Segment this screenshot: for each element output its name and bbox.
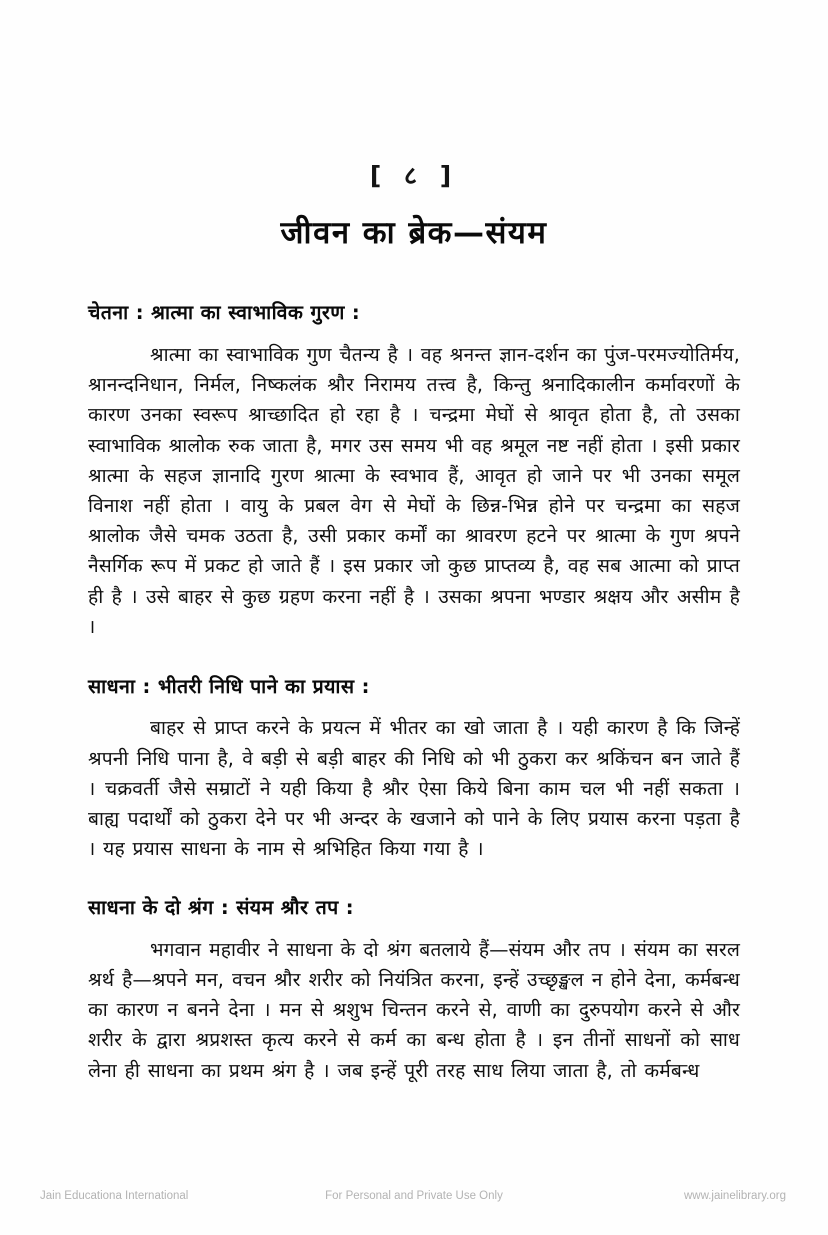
footer-website: www.jainelibrary.org [683, 1190, 786, 1202]
chapter-number: [ ८ ] [369, 161, 459, 190]
section-heading-two-limbs: साधना के दो श्रंग : संयम श्रौर तप : [88, 896, 354, 920]
page-footer [0, 1190, 828, 1210]
section-paragraph-consciousness: श्रात्मा का स्वाभाविक गुण चैतन्य है । वह श्रनन्त ज्ञान-दर्शन का पुंज-परमज्योतिर्मय, श्रानन्दनिधान, निर्मल, निष्कलंक श्रौर निरामय तत्त्व है, किन्तु श्रनादिकालीन कर्मावरणों के कारण उनका स्वरूप श्राच्छादित हो रहा है । चन्द्रमा मेघों से श्रावृत होता है, तो उसका स्वाभाविक श्रालोक रुक जाता है, मगर उस समय भी वह श्रमूल नष्ट नहीं होता । इसी प्रकार श्रात्मा के सहज ज्ञानादि गुरण श्रात्मा के स्वभाव हैं, आवृत हो जाने पर भी उनका समूल विनाश नहीं होता । वायु के प्रबल वेग से मेघों के छिन्न-भिन्न होने पर चन्द्रमा का सहज श्रालोक जैसे चमक उठता है, उसी प्रकार कर्मों का श्रावरण हटने पर श्रात्मा के गुण श्रपने नैसर्गिक रूप में प्रकट हो जाते हैं । इस प्रकार जो कुछ प्राप्तव्य है, वह सब आत्मा को प्राप्त ही है । उसे बाहर से कुछ ग्रहण करना नहीं है । उसका श्रपना भण्डार श्रक्षय और असीम है । [88, 343, 740, 638]
page-title: जीवन का ब्रेक—संयम [280, 215, 548, 251]
page-content [88, 0, 740, 1086]
section-paragraph-two-limbs: भगवान महावीर ने साधना के दो श्रंग बतलाये हैं—संयम और तप । संयम का सरल श्रर्थ है—श्रपने मन, वचन श्रौर शरीर को नियंत्रित करना, इन्हें उच्छृङ्खल न होने देना, कर्मबन्ध का कारण न बनने देना । मन से श्रशुभ चिन्तन करने से, वाणी का दुरुपयोग करने से और शरीर के द्वारा श्रप्रशस्त कृत्य करने से कर्म का बन्ध होता है । इन तीनों साधनों को साध लेना ही साधना का प्रथम श्रंग है । जब इन्हें पूरी तरह साध लिया जाता है, तो कर्मबन्ध [88, 937, 740, 1082]
footer-usage-notice: For Personal and Private Use Only [325, 1190, 503, 1202]
section-heading-consciousness: चेतना : श्रात्मा का स्वाभाविक गुरण : [88, 300, 361, 324]
footer-organization: Jain Educationa International [40, 1190, 189, 1202]
section-paragraph-sadhana: बाहर से प्राप्त करने के प्रयत्न में भीतर का खो जाता है । यही कारण है कि जिन्हें श्रपनी निधि पाना है, वे बड़ी से बड़ी बाहर की निधि को भी ठुकरा कर श्रकिंचन बन जाते हैं । चक्रवर्ती जैसे सम्राटों ने यही किया है श्रौर ऐसा किये बिना काम चल भी नहीं सकता । बाह्य पदार्थों को ठुकरा देने पर भी अन्दर के खजाने को पाने के लिए प्रयास करना पड़ता है । यह प्रयास साधना के नाम से श्रभिहित किया गया है । [88, 716, 740, 861]
section-heading-sadhana: साधना : भीतरी निधि पाने का प्रयास : [88, 675, 370, 699]
